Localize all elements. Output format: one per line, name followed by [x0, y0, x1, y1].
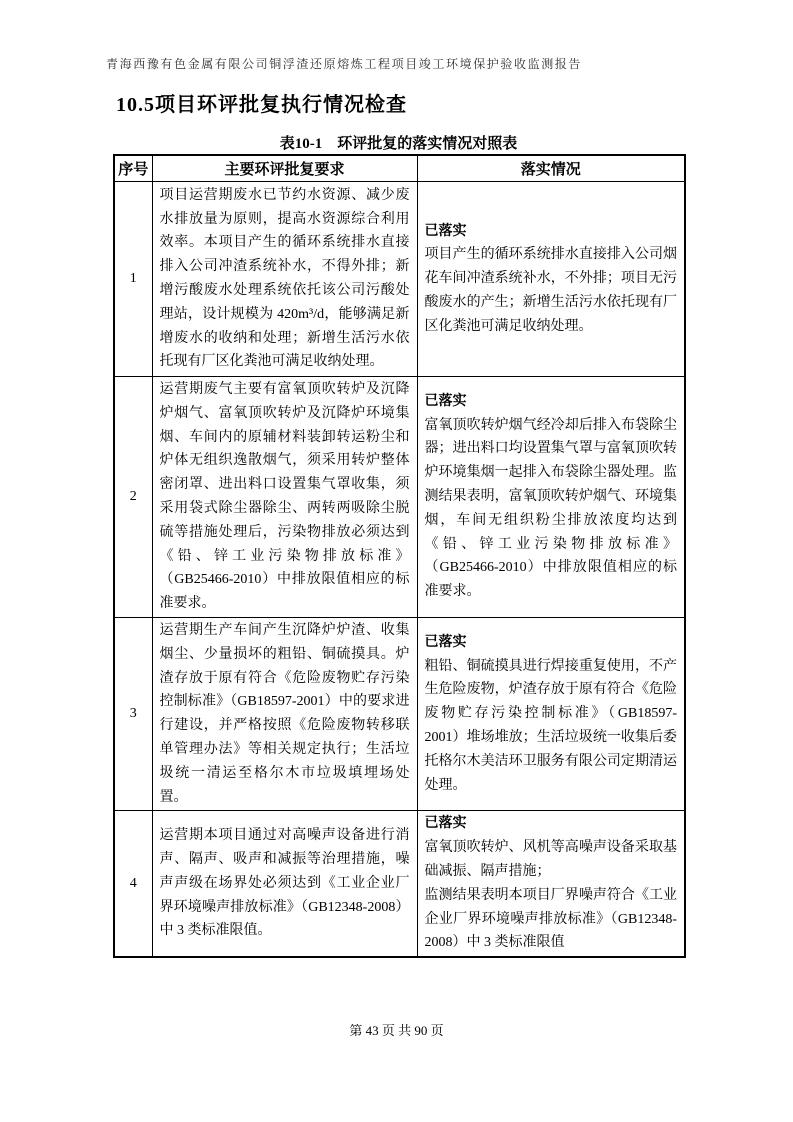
- status-paragraph: 富氧顶吹转炉、风机等高噪声设备采取基础减振、隔声措施；: [424, 840, 677, 879]
- table-row: [114, 182, 685, 377]
- page-number: 第 43 页 共 90 页: [349, 1023, 444, 1038]
- status-paragraph: 项目产生的循环系统排水直接排入公司烟花车间冲渣系统补水，不外排；项目无污酸废水的产生；新增生活污水依托现有厂区化粪池可满足收纳处理。: [424, 247, 677, 334]
- compliance-table: [113, 154, 686, 958]
- requirement-cell: 运营期生产车间产生沉降炉炉渣、收集烟尘、少量损坏的粗铅、铜硫摸具。炉渣存放于原有符合《危险废物贮存污染控制标准》（GB18597-2001）中的要求进行建设，并严格按照《危险废物转移联单管理办法》等相关规定执行；生活垃圾统一清运至格尔木市垃圾填埋场处置。: [152, 617, 417, 810]
- table-row: [114, 377, 685, 618]
- status-paragraph: 监测结果表明本项目厂界噪声符合《工业企业厂界环境噪声排放标准》（GB12348-2008）中 3 类标准限值: [424, 887, 677, 951]
- row-number: 1: [114, 182, 152, 377]
- status-label: 已落实: [424, 816, 467, 832]
- status-label: 已落实: [424, 393, 467, 409]
- requirement-cell: 项目运营期废水已节约水资源、减少废水排放量为原则，提高水资源综合利用效率。本项目产生的循环系统排水直接排入公司冲渣系统补水，不得外排；新增污酸废水处理系统依托该公司污酸处理站，设计规模为 420m³/d，能够满足新增废水的收纳和处理；新增生活污水依托现有厂区化粪池可满足收纳处理。: [152, 182, 417, 377]
- status-paragraph: 富氧顶吹转炉烟气经冷却后排入布袋除尘器；进出料口均设置集气罩与富氧顶吹转炉环境集烟一起排入布袋除尘器处理。监测结果表明，富氧顶吹转炉烟气、环境集烟，车间无组织粉尘排放浓度均达到《铅、锌工业污染物排放标准》（GB25466-2010）中排放限值相应的标准要求。: [424, 417, 677, 600]
- status-cell: [417, 811, 685, 957]
- document-header: 青海西豫有色金属有限公司铜浮渣还原熔炼工程项目竣工环境保护验收监测报告: [106, 57, 583, 71]
- column-header-status: 落实情况: [417, 155, 685, 182]
- row-number: 4: [114, 811, 152, 957]
- table-row: [114, 811, 685, 957]
- table-header-row: [114, 155, 685, 182]
- table-row: [114, 617, 685, 810]
- status-cell: [417, 182, 685, 377]
- table-caption: 表10-1 环评批复的落实情况对照表: [279, 136, 518, 152]
- section-title: 10.5项目环评批复执行情况检查: [116, 94, 407, 116]
- requirement-cell: 运营期本项目通过对高噪声设备进行消声、隔声、吸声和减振等治理措施，噪声声级在场界处必须达到《工业企业厂界环境噪声排放标准》（GB12348-2008）中 3 类标准限值。: [152, 811, 417, 957]
- status-label: 已落实: [424, 634, 467, 650]
- status-paragraph: 粗铅、铜硫摸具进行焊接重复使用，不产生危险废物，炉渣存放于原有符合《危险废物贮存污染控制标准》（GB18597-2001）堆场堆放；生活垃圾统一收集后委托格尔木美洁环卫服务有限公司定期清运处理。: [424, 658, 677, 793]
- column-header-no: 序号: [114, 155, 152, 182]
- status-cell: [417, 377, 685, 618]
- requirement-cell: 运营期废气主要有富氧顶吹转炉及沉降炉烟气、富氧顶吹转炉及沉降炉环境集烟、车间内的原辅材料装卸转运粉尘和炉体无组织逸散烟气，须采用转炉整体密闭罩、进出料口设置集气罩收集，须采用袋式除尘器除尘、两转两吸除尘脱硫等措施处理后，污染物排放必须达到《铅、锌工业污染物排放标准》（GB25466-2010）中排放限值相应的标准要求。: [152, 377, 417, 618]
- status-cell: [417, 617, 685, 810]
- row-number: 2: [114, 377, 152, 618]
- column-header-requirement: 主要环评批复要求: [152, 155, 417, 182]
- row-number: 3: [114, 617, 152, 810]
- status-label: 已落实: [424, 223, 467, 239]
